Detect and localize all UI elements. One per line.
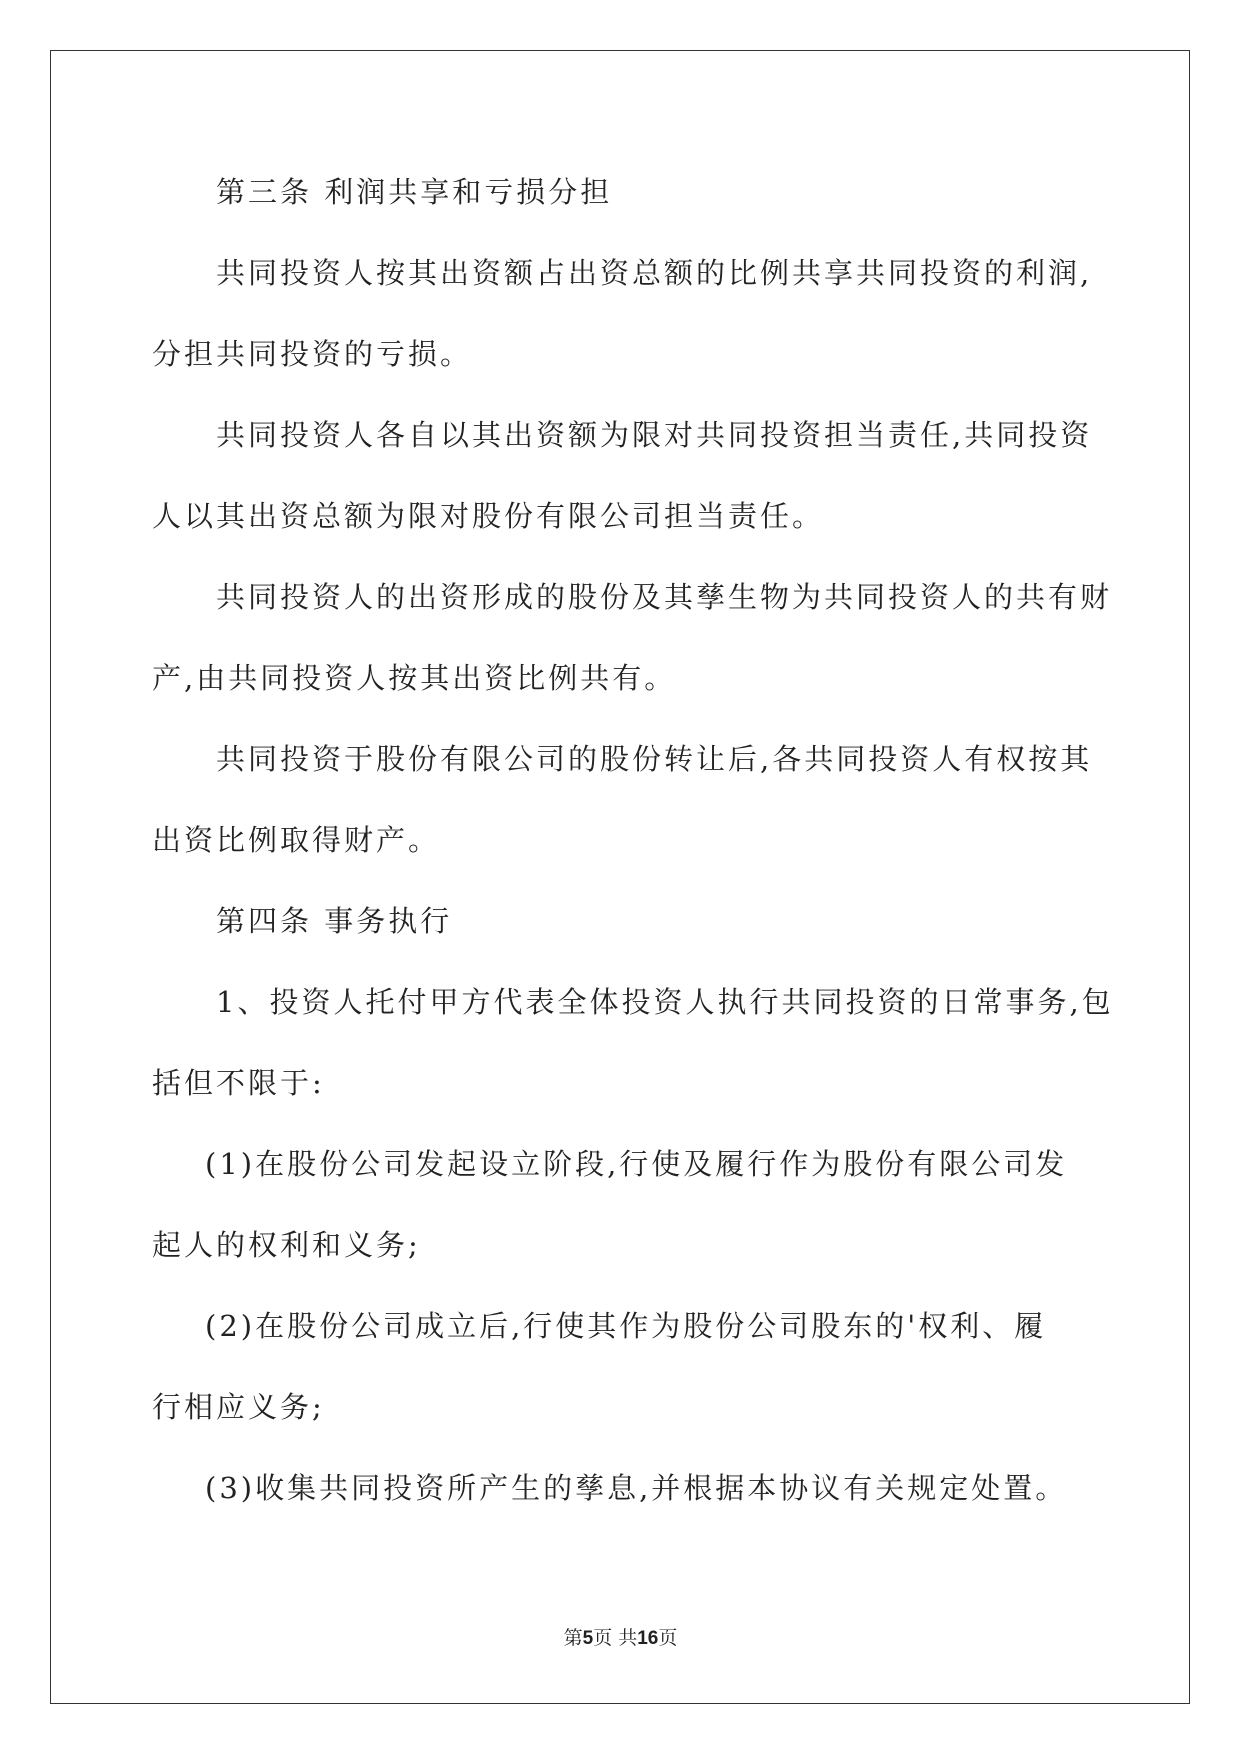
list-item-line: 起人的权利和义务;: [152, 1228, 421, 1262]
paragraph-line: 人以其出资总额为限对股份有限公司担当责任。: [152, 499, 825, 533]
paragraph-line: 分担共同投资的亏损。: [152, 337, 473, 371]
footer-total-pages: 16: [637, 1628, 659, 1649]
footer-page-number: 5: [582, 1628, 594, 1649]
list-item-line: 行相应义务;: [152, 1390, 325, 1424]
paragraph-line: 1、投资人托付甲方代表全体投资人执行共同投资的日常事务,包: [216, 985, 1114, 1019]
page-border: [50, 50, 1190, 1704]
footer-suffix: 页: [658, 1627, 678, 1649]
article-3-heading: 第三条 利润共享和亏损分担: [216, 175, 613, 209]
footer-prefix: 第: [563, 1627, 583, 1649]
paragraph-line: 共同投资人各自以其出资额为限对共同投资担当责任,共同投资: [216, 418, 1093, 452]
page-footer: [0, 1626, 1241, 1651]
paragraph-line: 产,由共同投资人按其出资比例共有。: [152, 661, 677, 695]
list-item-line: (3)收集共同投资所产生的孳息,并根据本协议有关规定处置。: [205, 1471, 1068, 1505]
footer-middle: 页 共: [593, 1627, 638, 1649]
paragraph-line: 共同投资于股份有限公司的股份转让后,各共同投资人有权按其: [216, 742, 1093, 776]
article-4-heading: 第四条 事务执行: [216, 904, 453, 938]
paragraph-line: 括但不限于:: [152, 1066, 325, 1100]
paragraph-line: 共同投资人按其出资额占出资总额的比例共享共同投资的利润,: [216, 256, 1093, 290]
list-item-line: (2)在股份公司成立后,行使其作为股份公司股东的'权利、履: [205, 1309, 1047, 1343]
paragraph-line: 共同投资人的出资形成的股份及其孳生物为共同投资人的共有财: [216, 580, 1113, 614]
paragraph-line: 出资比例取得财产。: [152, 823, 441, 857]
list-item-line: (1)在股份公司发起设立阶段,行使及履行作为股份有限公司发: [205, 1147, 1068, 1181]
